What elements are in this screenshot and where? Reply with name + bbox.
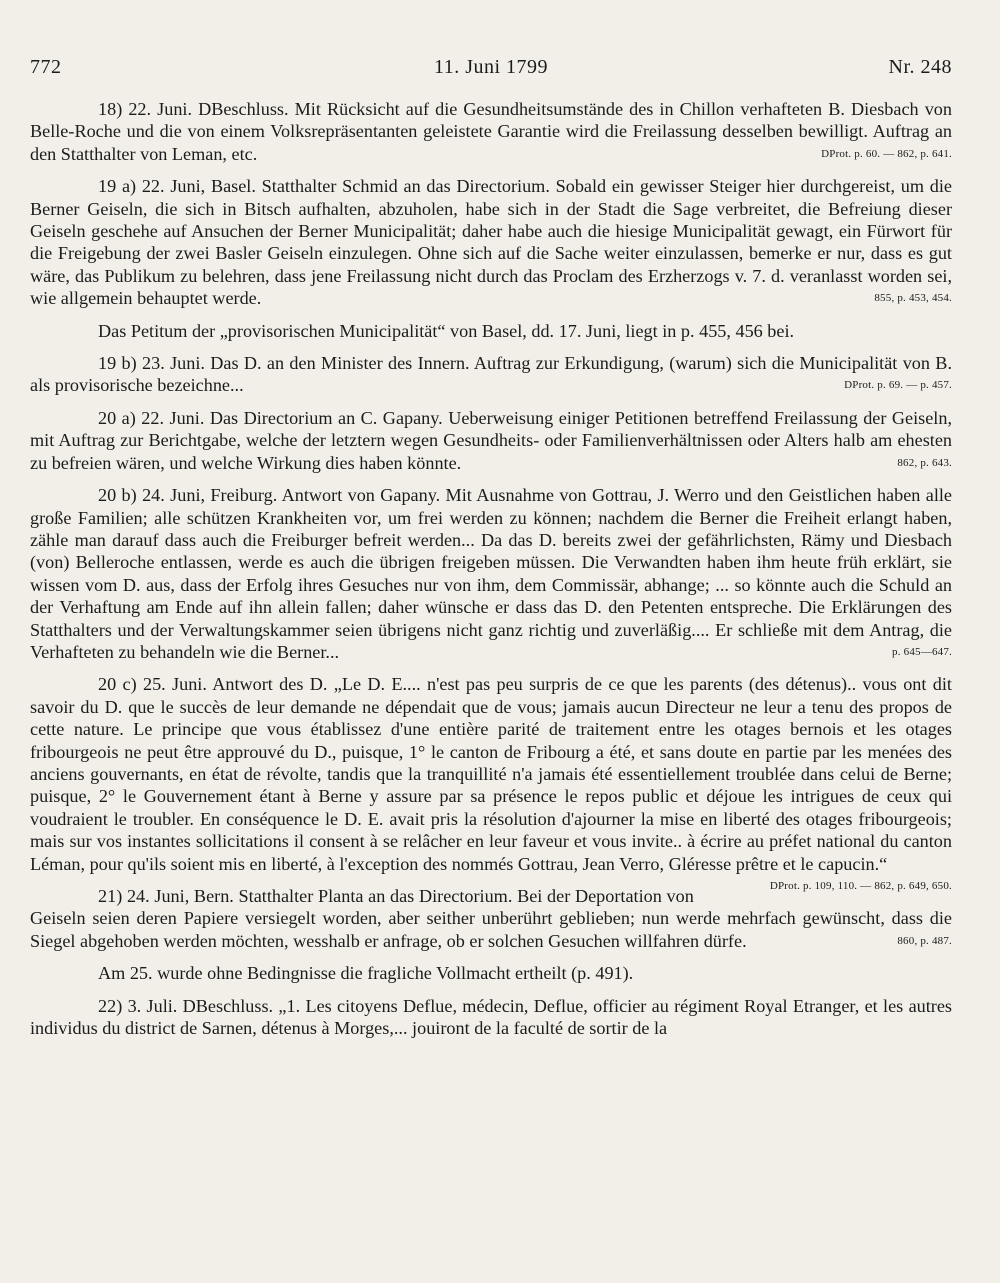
paragraph-18 [30,98,952,165]
paragraph-text: 19 a) 22. Juni, Basel. Statthalter Schmid an das Directorium. Sobald ein gewisser Steiger hier durchgereist, um die Berner Geiseln, die sich in Bitsch aufhalten, abzuholen, habe sich in der Stadt die Sage verbreitet, die Befreiung dieser Geiseln geschehe auf Ansuchen der Berner Municipalität; daher habe auch die hiesige Municipalität gewagt, ein Fürwort für die Freigebung der zwei Basler Geiseln einzulegen. Ohne sich auf die Sache weiter einzulassen, bemerke er nur, dass es gut wäre, das Publikum zu belehren, dass jene Freilassung nicht durch das Proclam des Erzherzogs v. 7. d. veranlasst worden sei, wie allgemein behauptet werde. [30,176,952,309]
paragraph-19a [30,175,952,309]
paragraph-vollmacht-note [30,962,952,984]
source-reference: p. 645—647. [892,645,952,658]
paragraph-text: 21) 24. Juni, Bern. Statthalter Planta an das Directorium. Bei der Deportation von Geiseln seien deren Papiere versiegelt worden, aber seither unberührt geblieben; nun werde mehrfach gewünscht, dass die Siegel abgehoben werden möchten, wesshalb er anfrage, ob er solchen Gesuchen willfahren dürfe. [30,886,952,951]
source-reference: 860, p. 487. [897,934,952,947]
page-header [30,56,952,86]
paragraph-20b [30,484,952,663]
paragraph-text: 19 b) 23. Juni. Das D. an den Minister des Innern. Auftrag zur Erkundigung, (warum) sich die Municipalität von B. als provisorische bezeichne... [30,353,952,396]
paragraph-text: Am 25. wurde ohne Bedingnisse die fragliche Vollmacht ertheilt (p. 491). [98,963,634,984]
page-body [30,98,952,1039]
header-date: 11. Juni 1799 [433,56,549,78]
paragraph-text: Das Petitum der „provisorischen Municipalität“ von Basel, dd. 17. Juni, liegt in p. 455, 456 bei. [98,320,795,341]
document-number: Nr. 248 [888,56,952,78]
paragraph-text: 20 b) 24. Juni, Freiburg. Antwort von Gapany. Mit Ausnahme von Gottrau, J. Werro und den Geistlichen haben alle große Familien; alle schützen Krankheiten vor, um frei werden zu können; nachdem die Berner die Freiheit erlangt haben, zähle man darauf dass auch die Freiburger befreit werden... Da das D. bereits zwei der gefährlichsten, Rämy und Diesbach (von) Belleroche entlassen, werde es auch die übrigen freigeben müssen. Die Verwandten haben ihm heute früh erklärt, sie wissen vom D. aus, dass der Erfolg ihres Gesuches nur von ihm, dem Commissär, abhange; ... so könnte auch die Schuld an der Verhaftung am Ende auf ihn allein fallen; daher wünsche er dass das D. den Petenten entspreche. Die Erklärungen des Statthalters und der Verwaltungskammer seien übrigens nicht ganz richtig und zuverläßig.... Er schließe mit dem Antrag, die Verhafteten zu behandeln wie die Berner... [30,485,952,662]
source-reference: DProt. p. 60. — 862, p. 641. [821,147,952,160]
source-reference: 855, p. 453, 454. [874,292,952,305]
source-reference: DProt. p. 109, 110. — 862, p. 649, 650. [769,880,952,892]
paragraph-20a [30,407,952,474]
paragraph-text: 20 c) 25. Juni. Antwort des D. „Le D. E.... n'est pas peu surpris de ce que les parents (des détenus).. vous ont dit savoir du D. que le succès de leur demande ne dépendait que de vous; jamais aucun Directeur ne leur a tenu des propos de cette nature. Le principe que vous établissez d'une entière parité de traitement entre les otages bernois et les otages fribourgeois ne peut être approuvé du D., puisque, 1° le canton de Fribourg a été, et sans doute en partie par les menées des anciens gouvernants, en état de révolte, tandis que la tranquillité n'a jamais été essentiellement troublée dans celui de Berne; puisque, 2° le Gouvernement étant à Berne y assure par sa présence le repos public et déjoue les intrigues de ceux qui voudraient le troubler. En conséquence le D. E. avait pris la résolution d'ajourner la mise en liberté des otages fribourgeois; mais sur vos instantes sollicitations il consent à se relâcher en leur faveur et vous invite.. à écrire au préfet national du canton Léman, pour qu'ils soient mis en liberté, à l'exception des nommés Gottrau, Jean Verro, Gléresse prêtre et le capucin.“ [30,674,952,874]
paragraph-text: 20 a) 22. Juni. Das Directorium an C. Gapany. Ueberweisung einiger Petitionen betreffend Freilassung der Geiseln, mit Auftrag zur Berichtgabe, welche der letztern wegen Gesundheits- oder Familienverhältnissen oder Alters halb am ehesten zu befreien wären, und welche Wirkung dies haben könnte. [30,407,952,473]
paragraph-text: 18) 22. Juni. DBeschluss. Mit Rücksicht auf die Gesundheitsumstände des in Chillon verhafteten B. Diesbach von Belle-Roche und die von einem Volksrepräsentanten geleistete Garantie wird die Freilassung desselben bewilligt. Auftrag an den Statthalter von Leman, etc. [30,99,952,164]
source-reference: 862, p. 643. [897,456,952,469]
paragraph-petitum-note [30,320,952,342]
source-reference: DProt. p. 69. — p. 457. [844,379,952,392]
paragraph-text: 22) 3. Juli. DBeschluss. „1. Les citoyens Deflue, médecin, Deflue, officier au régiment Royal Etranger, et les autres individus du district de Sarnen, détenus à Morges,... jouiront de la faculté de sortir de la [30,995,952,1039]
paragraph-19b [30,352,952,397]
page-number: 772 [30,56,62,78]
paragraph-22 [30,995,952,1040]
paragraph-20c [30,673,952,892]
